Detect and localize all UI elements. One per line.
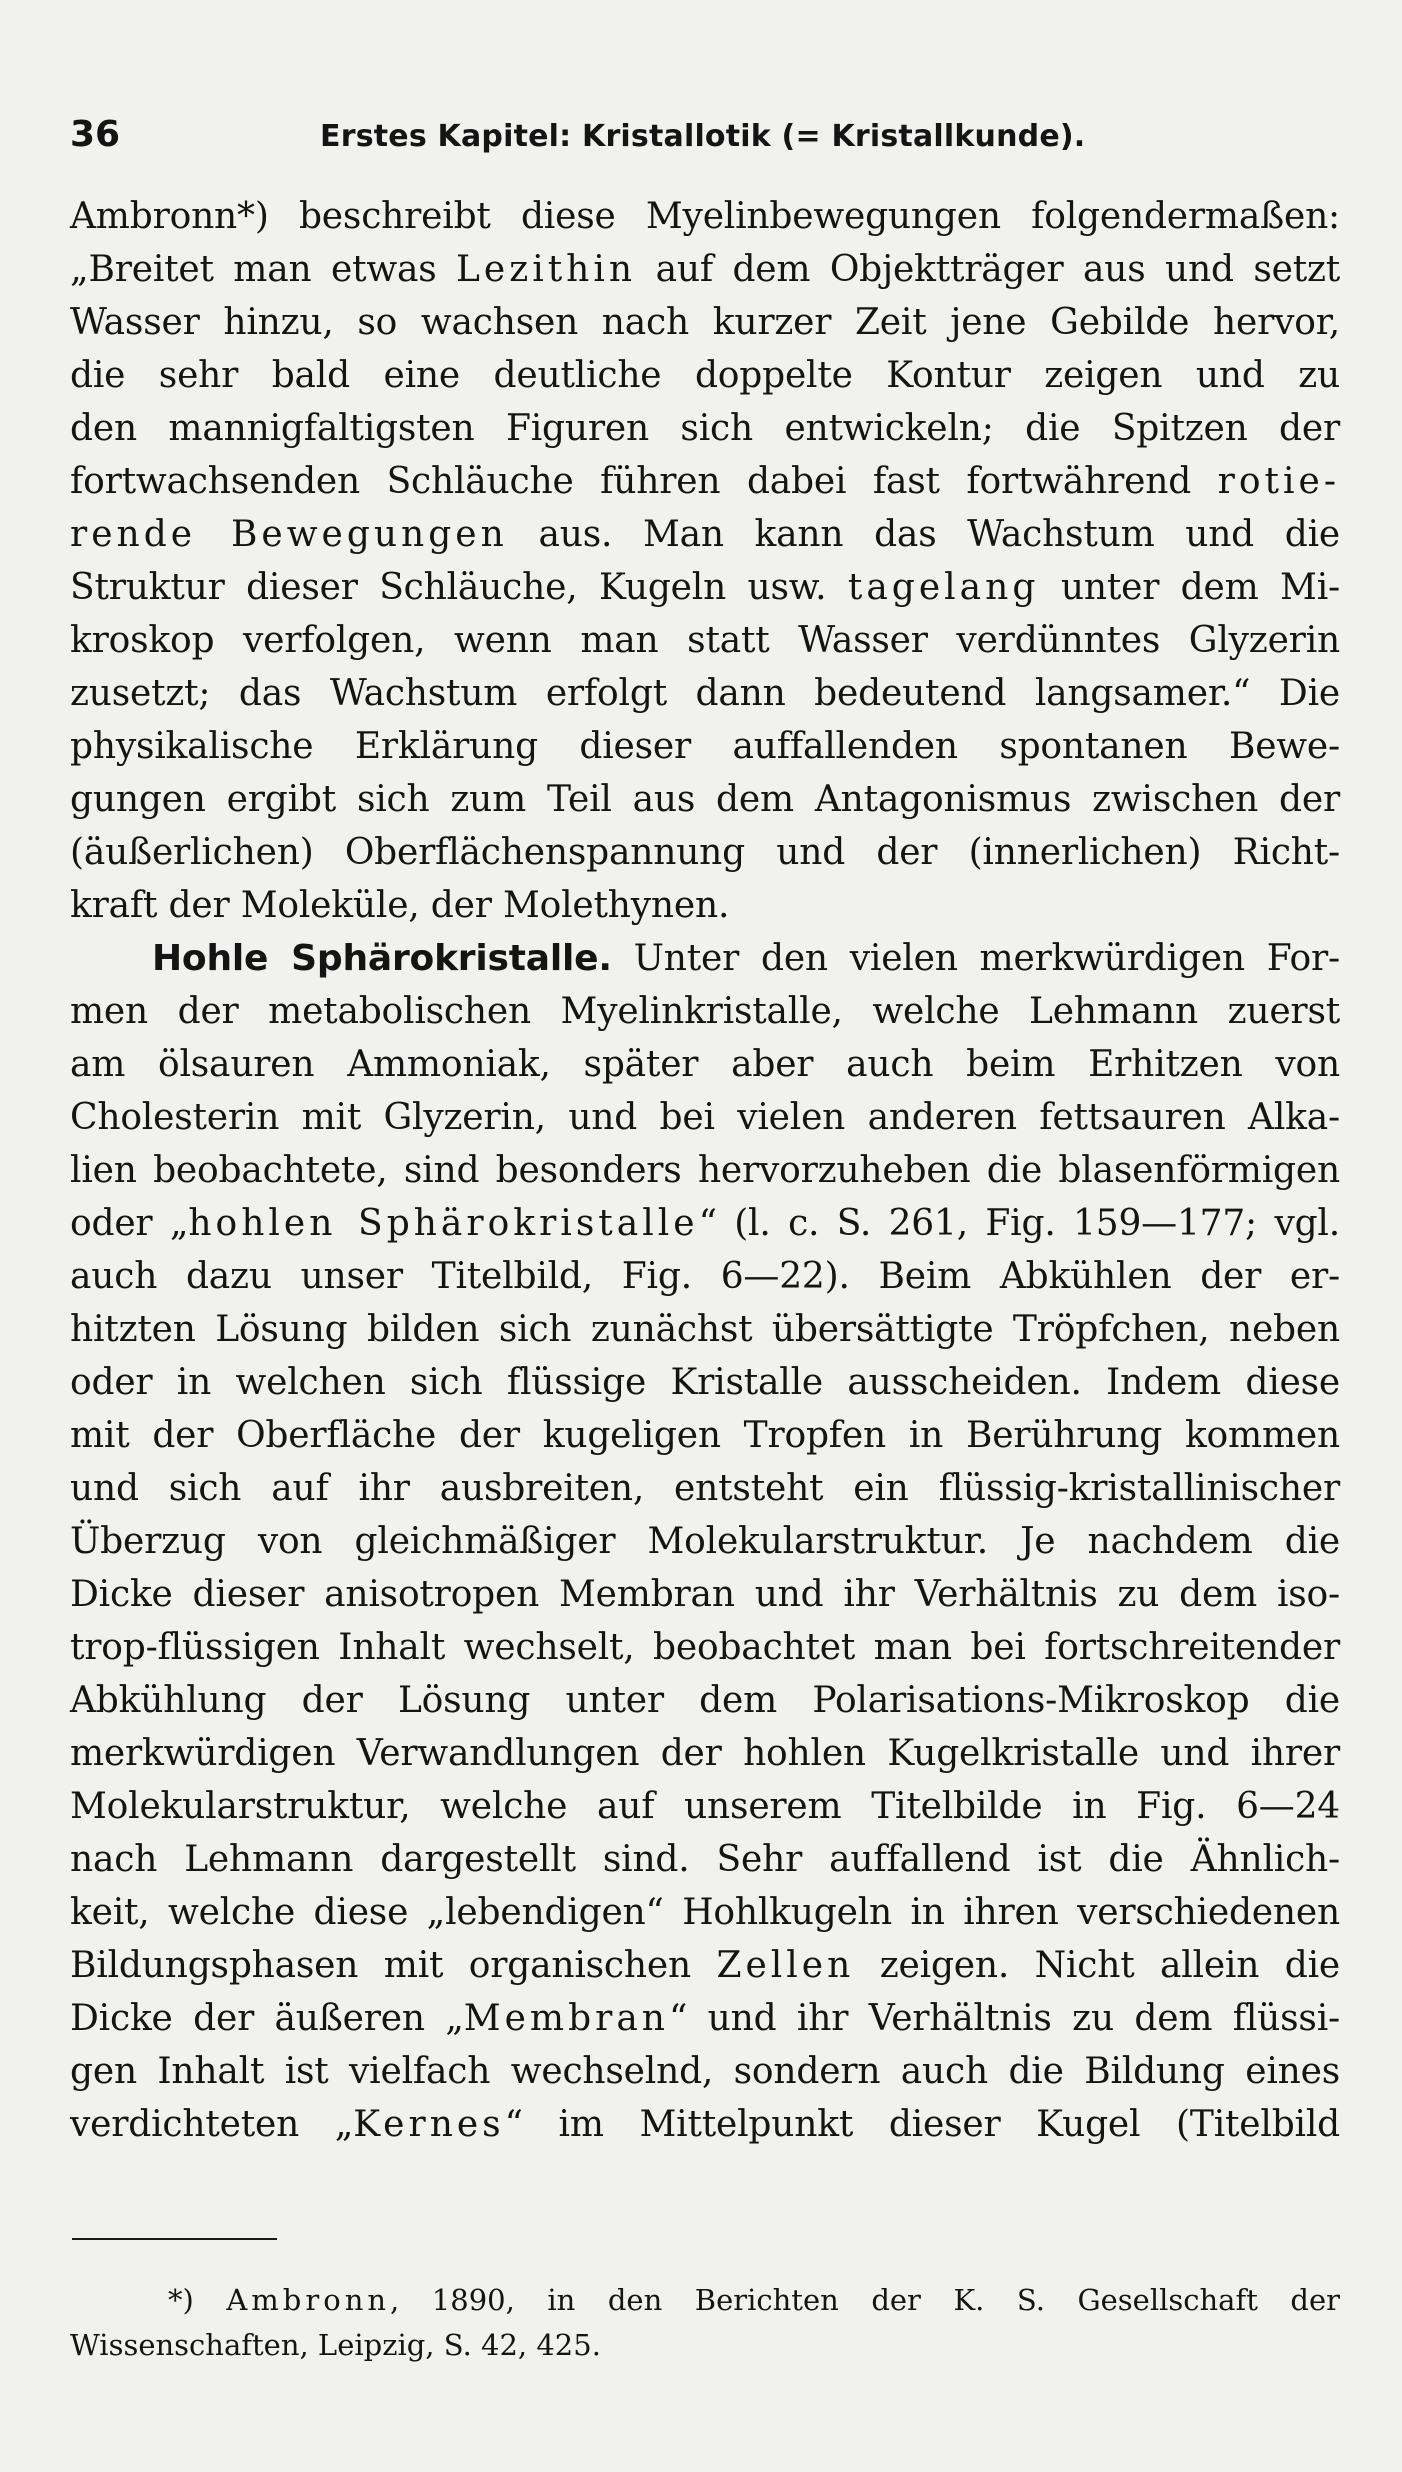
footnote-divider — [72, 2238, 277, 2240]
text-line: kroskop verfolgen, wenn man statt Wasser verdünntes Glyzerin — [70, 620, 1340, 661]
text-line: die sehr bald eine deutliche doppelte Kontur zeigen und zu — [70, 355, 1340, 396]
text-line: fortwachsenden Schläuche führen dabei fast fortwährend rotie- — [70, 461, 1340, 502]
text-line: rende Bewegungen aus. Man kann das Wachstum und die — [70, 514, 1340, 555]
text-line: Dicke der äußeren „Membran“ und ihr Verhältnis zu dem flüssi- — [70, 1998, 1340, 2039]
text-line: gen Inhalt ist vielfach wechselnd, sondern auch die Bildung eines — [70, 2051, 1340, 2092]
text-line: lien beobachtete, sind besonders hervorzuheben die blasenförmigen — [70, 1150, 1340, 1191]
text-line: und sich auf ihr ausbreiten, entsteht ein flüssig-kristallinischer — [70, 1468, 1340, 1509]
text-line: gungen ergibt sich zum Teil aus dem Antagonismus zwischen der — [70, 779, 1340, 820]
spaced-emphasis: Zellen — [716, 1945, 855, 1986]
spaced-emphasis: Ambronn — [226, 2283, 391, 2317]
section-heading: Hohle Sphärokristalle. — [152, 938, 612, 979]
text-line: auch dazu unser Titelbild, Fig. 6—22). Beim Abkühlen der er- — [70, 1256, 1340, 1297]
page-number: 36 — [70, 114, 121, 155]
spaced-emphasis: Lezithin — [456, 249, 637, 290]
text-line: Hohle Sphärokristalle. Unter den vielen merkwürdigen For- — [152, 938, 1340, 979]
text-line: Überzug von gleichmäßiger Molekularstruktur. Je nachdem die — [70, 1521, 1340, 1562]
running-head: Erstes Kapitel: Kristallotik (= Kristallkunde). — [320, 119, 1086, 154]
text-line: Dicke dieser anisotropen Membran und ihr Verhältnis zu dem iso- — [70, 1574, 1340, 1615]
text-line: Molekularstruktur, welche auf unserem Titelbilde in Fig. 6—24 — [70, 1786, 1340, 1827]
paragraph-myelin-movements — [70, 190, 1340, 932]
text-line: zusetzt; das Wachstum erfolgt dann bedeutend langsamer.“ Die — [70, 673, 1340, 714]
paragraph-hollow-spherocrystals — [70, 932, 1340, 2151]
page-header — [70, 110, 1340, 160]
text-line: physikalische Erklärung dieser auffallenden spontanen Bewe- — [70, 726, 1340, 767]
text-line: verdichteten „Kernes“ im Mittelpunkt dieser Kugel (Titelbild — [70, 2104, 1341, 2145]
text-line: Cholesterin mit Glyzerin, und bei vielen anderen fettsauren Alka- — [70, 1097, 1340, 1138]
text-line: Struktur dieser Schläuche, Kugeln usw. tagelang unter dem Mi- — [70, 567, 1340, 608]
text-line: Bildungsphasen mit organischen Zellen zeigen. Nicht allein die — [70, 1945, 1340, 1986]
text-line: Ambronn*) beschreibt diese Myelinbewegungen folgendermaßen: — [70, 196, 1340, 237]
text-line: „Breitet man etwas Lezithin auf dem Objektträger aus und setzt — [70, 249, 1340, 290]
text-line: Abkühlung der Lösung unter dem Polarisations-Mikroskop die — [70, 1680, 1340, 1721]
text-line: den mannigfaltigsten Figuren sich entwickeln; die Spitzen der — [70, 408, 1340, 449]
spaced-emphasis: Kernes — [353, 2104, 505, 2145]
text-line: keit, welche diese „lebendigen“ Hohlkugeln in ihren verschiedenen — [70, 1892, 1340, 1933]
footnote — [70, 2278, 1340, 2368]
text-line: Wasser hinzu, so wachsen nach kurzer Zeit jene Gebilde hervor, — [70, 302, 1340, 343]
text-line: oder in welchen sich flüssige Kristalle ausscheiden. Indem diese — [70, 1362, 1340, 1403]
text-line: kraft der Moleküle, der Molethynen. — [70, 885, 730, 926]
spaced-emphasis: rotie- — [1217, 461, 1340, 502]
text-line: trop-flüssigen Inhalt wechselt, beobachtet man bei fortschreitender — [70, 1627, 1340, 1668]
text-line: hitzten Lösung bilden sich zunächst übersättigte Tröpfchen, neben — [70, 1309, 1340, 1350]
spaced-emphasis: tagelang — [847, 567, 1040, 608]
text-line: oder „hohlen Sphärokristalle“ (l. c. S. 261, Fig. 159—177; vgl. — [70, 1203, 1340, 1244]
spaced-emphasis: hohlen Sphärokristalle — [188, 1203, 699, 1244]
text-line: men der metabolischen Myelinkristalle, welche Lehmann zuerst — [70, 991, 1340, 1032]
footnote-line: *) Ambronn, 1890, in den Berichten der K. S. Gesellschaft der — [168, 2283, 1340, 2317]
text-line: merkwürdigen Verwandlungen der hohlen Kugelkristalle und ihrer — [70, 1733, 1340, 1774]
spaced-emphasis: Membran — [463, 1998, 669, 2039]
body-text — [70, 190, 1340, 2151]
spaced-emphasis: rende Bewegungen — [70, 514, 508, 555]
text-line: nach Lehmann dargestellt sind. Sehr auffallend ist die Ähnlich- — [70, 1839, 1340, 1880]
text-line: am ölsauren Ammoniak, später aber auch beim Erhitzen von — [70, 1044, 1340, 1085]
text-line: mit der Oberfläche der kugeligen Tropfen in Berührung kommen — [70, 1415, 1340, 1456]
text-line: (äußerlichen) Oberflächenspannung und der (innerlichen) Richt- — [70, 832, 1340, 873]
footnote-line: Wissenschaften, Leipzig, S. 42, 425. — [70, 2328, 601, 2362]
